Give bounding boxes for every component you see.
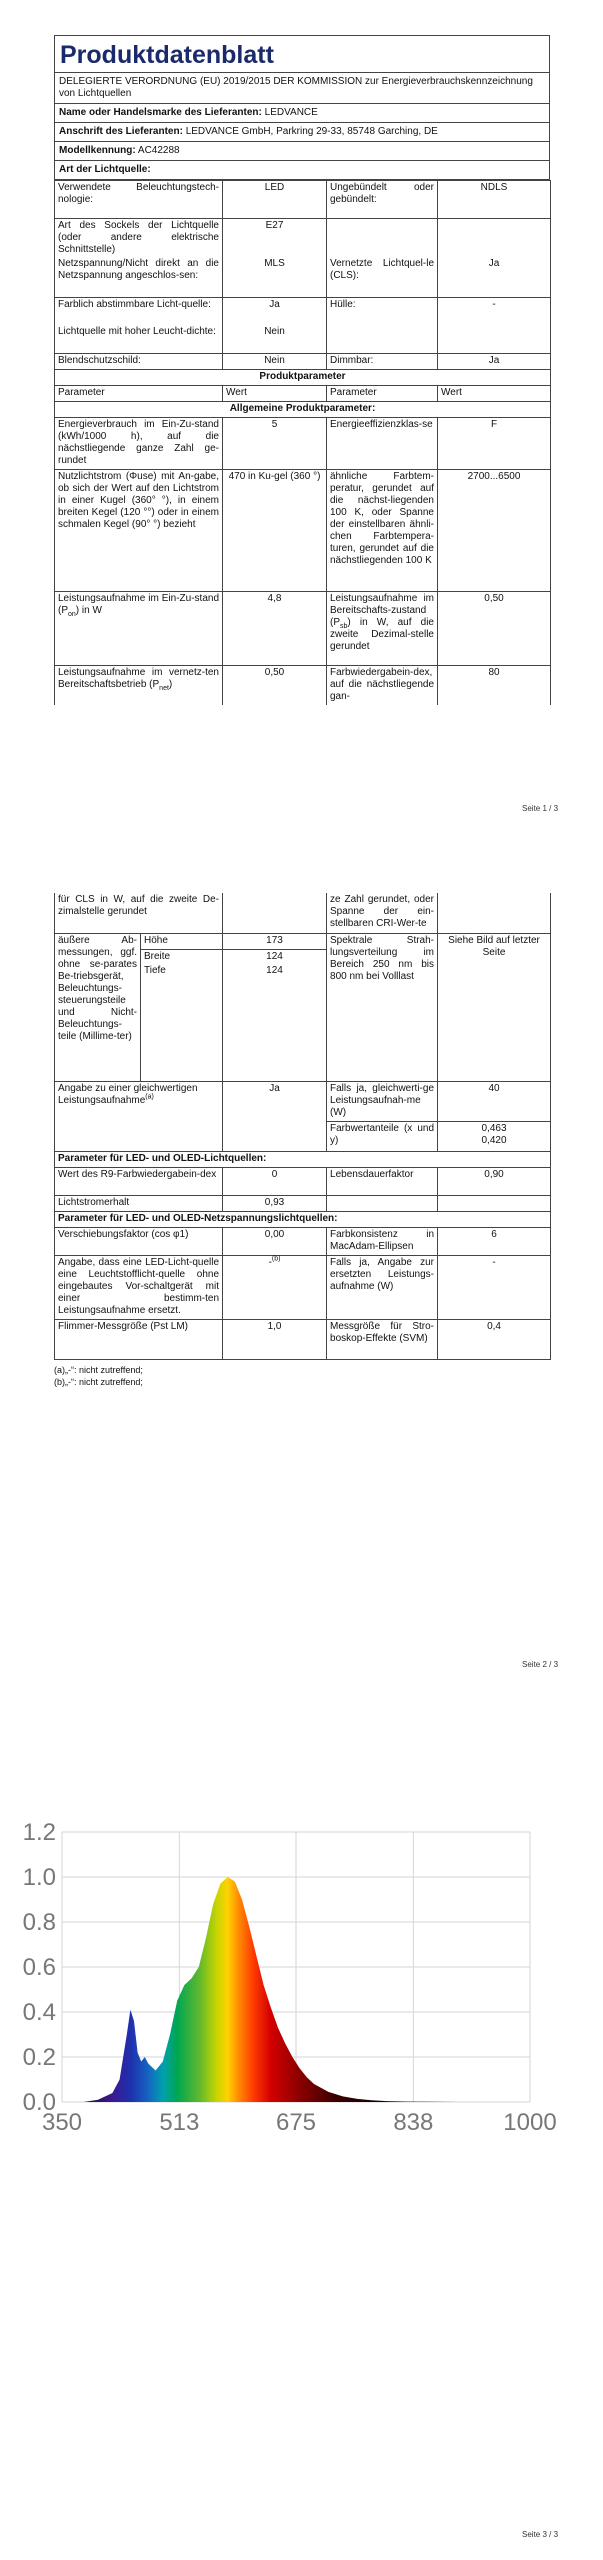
regulation-row xyxy=(54,72,550,104)
spectral-value: Siehe Bild auf letzter Seite xyxy=(438,933,551,1082)
type-label: Verwendete Beleuchtungstech-nologie: xyxy=(55,181,223,219)
replacement-label: Angabe, dass eine LED-Licht-quelle eine Leuchtstofflicht-quelle ohne eingebautes Vor-schaltgerät mit einer bestimm-ten Leistungsaufnahme ersetzt. xyxy=(55,1256,223,1320)
page-number: Seite 1 / 3 xyxy=(522,804,559,813)
regulation-text: DELEGIERTE VERORDNUNG (EU) 2019/2015 DER KOMMISSION zur Energieverbrauchskennzeichnung von Lichtquellen xyxy=(59,76,533,99)
x-tick-label: 1000 xyxy=(503,2109,557,2130)
type-label xyxy=(327,219,438,258)
footnote-a: (a)„-“: nicht zutreffend; xyxy=(54,1365,143,1375)
led-heading: Parameter für LED- und OLED-Lichtquellen: xyxy=(55,1152,551,1168)
address-row xyxy=(54,123,550,142)
param-label: Leistungsaufnahme im Ein-Zu-stand $(P_{on})$ in W xyxy=(55,591,223,665)
type-value xyxy=(438,219,551,258)
col-header-param: Parameter xyxy=(327,385,438,401)
power-factor-label: Verschiebungsfaktor (cos φ1) xyxy=(55,1228,223,1256)
stroboscopic-value: 0,4 xyxy=(438,1320,551,1360)
y-tick-label: 0.2 xyxy=(22,2044,56,2071)
y-tick-label: 0.8 xyxy=(22,1909,56,1936)
param-label: ähnliche Farbtem-peratur, gerundet auf die nächst-liegenden 100 K, oder Spanne der einstellbaren ähnli-chen Farbtempera-turen, gerundet auf die nächstliegenden 100 K xyxy=(327,469,438,591)
model-value: AC42288 xyxy=(137,145,180,156)
spectral-label: Spektrale Strah-lungsverteilung im Bereich 250 nm bis 800 nm bei Volllast xyxy=(327,933,438,1082)
type-value: Ja xyxy=(223,297,327,325)
equivalent-power-w-value: 40 xyxy=(438,1082,551,1122)
color-consistency-value: 6 xyxy=(438,1228,551,1256)
type-label: Netzspannung/Nicht direkt an die Netzspannung angeschlos-sen: xyxy=(55,257,223,297)
type-value: Nein xyxy=(223,325,327,353)
param-value xyxy=(438,893,551,933)
chromaticity-value: 0,463 0,420 xyxy=(438,1122,551,1152)
table-row xyxy=(55,325,551,353)
flicker-value: 1,0 xyxy=(223,1320,327,1360)
type-label xyxy=(327,325,438,353)
param-value: 470 in Ku-gel (360 °) xyxy=(223,469,327,591)
chromaticity-label: Farbwertanteile (x und y) xyxy=(327,1122,438,1152)
table-row xyxy=(55,385,551,401)
spectral-distribution-chart xyxy=(0,1810,603,2130)
replacement-power-label: Falls ja, Angabe zur ersetzten Leistungs-aufnahme (W) xyxy=(327,1256,438,1320)
stroboscopic-label: Messgröße für Stro-boskop-Effekte (SVM) xyxy=(327,1320,438,1360)
page-1 xyxy=(0,0,603,830)
x-tick-label: 513 xyxy=(159,2109,200,2130)
lumen-maintenance-label: Lichtstromerhalt xyxy=(55,1196,223,1212)
table-row xyxy=(55,1256,551,1320)
mains-heading: Parameter für LED- und OLED-Netzspannungslichtquellen: xyxy=(55,1212,551,1228)
dimension-value: 124 xyxy=(223,949,327,964)
dimensions-label: äußere Ab-messungen, ggf. ohne se-parates Be-triebsgerät, Beleuchtungs-steuerungsteile und Nicht-Beleuchtungs-teile (Millime-ter) xyxy=(55,933,141,1082)
type-value: NDLS xyxy=(438,181,551,219)
equivalent-power-w-label: Falls ja, gleichwerti-ge Leistungsaufnah-me (W) xyxy=(327,1082,438,1122)
param-label: Leistungsaufnahme im Bereitschafts-zustand $(P_{sb})$ in W, auf die zweite Dezimal-stelle gerundet xyxy=(327,591,438,665)
table-row xyxy=(55,369,551,385)
param-value: 5 xyxy=(223,417,327,469)
color-consistency-label: Farbkonsistenz in MacAdam-Ellipsen xyxy=(327,1228,438,1256)
table-row xyxy=(55,1122,551,1152)
r9-value: 0 xyxy=(223,1168,327,1196)
type-value: Ja xyxy=(438,257,551,297)
type-label: Lichtquelle mit hoher Leucht-dichte: xyxy=(55,325,223,353)
param-value: 0,50 xyxy=(223,665,327,705)
table-row xyxy=(55,1168,551,1196)
dimension-name: Tiefe xyxy=(141,964,223,1082)
document-title: Produktdatenblatt xyxy=(54,35,550,72)
supplier-row xyxy=(54,104,550,123)
model-label: Modellkennung: xyxy=(59,145,136,156)
empty-cell xyxy=(223,1122,327,1152)
param-value: 4,8 xyxy=(223,591,327,665)
y-tick-label: 1.2 xyxy=(22,1819,56,1846)
page-2 xyxy=(0,830,603,1690)
y-tick-label: 1.0 xyxy=(22,1864,56,1891)
empty-cell xyxy=(327,1196,438,1212)
product-datasheet-page-1 xyxy=(54,35,550,705)
lifetime-factor-label: Lebensdauerfaktor xyxy=(327,1168,438,1196)
table-row xyxy=(55,665,551,705)
power-factor-value: 0,00 xyxy=(223,1228,327,1256)
table-row xyxy=(55,353,551,369)
table-row xyxy=(55,1212,551,1228)
table-row xyxy=(55,401,551,417)
type-heading: Art der Lichtquelle: xyxy=(59,164,151,175)
table-row xyxy=(55,1196,551,1212)
dimension-name: Höhe xyxy=(141,933,223,949)
type-value xyxy=(438,325,551,353)
table-row xyxy=(55,1228,551,1256)
address-value: LEDVANCE GmbH, Parkring 29-33, 85748 Garching, DE xyxy=(185,126,438,137)
type-label: Art des Sockels der Lichtquelle (oder andere elektrische Schnittstelle) xyxy=(55,219,223,258)
param-value: 0,50 xyxy=(438,591,551,665)
type-label: Ungebündelt oder gebündelt: xyxy=(327,181,438,219)
table-row xyxy=(55,1320,551,1360)
param-value: 80 xyxy=(438,665,551,705)
col-header-param: Parameter xyxy=(55,385,223,401)
table-row xyxy=(55,257,551,297)
table-row xyxy=(55,297,551,325)
table-row xyxy=(55,417,551,469)
product-parameters-table-continued xyxy=(54,893,551,1360)
y-tick-label: 0.4 xyxy=(22,1999,56,2026)
footnote-b: (b)„-“: nicht zutreffend; xyxy=(54,1377,143,1387)
x-tick-label: 675 xyxy=(275,2109,317,2130)
empty-cell xyxy=(55,1122,223,1152)
equivalent-power-label: Angabe zu einer gleichwertigen Leistungsaufnahme$^{(a)}$ xyxy=(55,1082,223,1122)
type-value: E27 xyxy=(223,219,327,258)
param-label: Energieeffizienzklas-se xyxy=(327,417,438,469)
param-label: Nutzlichtstrom (Φuse) mit An-gabe, ob sich der Wert auf den Lichtstrom in einer Kugel (360° °), in einem breiten Kegel (120 °°) oder in einem schmalen Kegel (90° °) bezieht xyxy=(55,469,223,591)
table-row xyxy=(55,591,551,665)
type-value: Ja xyxy=(438,353,551,369)
lifetime-factor-value: 0,90 xyxy=(438,1168,551,1196)
x-tick-label: 350 xyxy=(41,2109,83,2130)
spectrum-area xyxy=(84,1877,458,2102)
param-value: F xyxy=(438,417,551,469)
supplier-label: Name oder Handelsmarke des Lieferanten: xyxy=(59,107,262,118)
type-value: - xyxy=(438,297,551,325)
dimension-value: 124 xyxy=(223,964,327,1082)
table-row xyxy=(55,469,551,591)
type-label: Hülle: xyxy=(327,297,438,325)
param-label: Farbwiedergabein-dex, auf die nächstliegende gan- xyxy=(327,665,438,705)
col-header-value: Wert xyxy=(438,385,551,401)
param-label: ze Zahl gerundet, oder Spanne der ein-stellbaren CRI-Wer-te xyxy=(327,893,438,933)
param-label: Leistungsaufnahme im vernetz-ten Bereitschaftsbetrieb $(P_{net})$ xyxy=(55,665,223,705)
page-number: Seite 3 / 3 xyxy=(522,2530,559,2539)
lumen-maintenance-value: 0,93 xyxy=(223,1196,327,1212)
replacement-value: -$^{(b)}$ xyxy=(223,1256,327,1320)
dimension-value: 173 xyxy=(223,933,327,949)
table-row xyxy=(55,893,551,933)
product-datasheet-page-2 xyxy=(54,893,550,1388)
dimension-name: Breite xyxy=(141,949,223,964)
param-label: Energieverbrauch im Ein-Zu-stand (kWh/1000 h), auf die nächstliegende ganze Zahl ge-rundet xyxy=(55,417,223,469)
param-label: für CLS in W, auf die zweite De-zimalstelle gerundet xyxy=(55,893,223,933)
y-tick-label: 0.0 xyxy=(22,2089,56,2116)
supplier-value: LEDVANCE xyxy=(264,107,318,118)
type-value: LED xyxy=(223,181,327,219)
equivalent-power-value: Ja xyxy=(223,1082,327,1122)
r9-label: Wert des R9-Farbwiedergabein-dex xyxy=(55,1168,223,1196)
empty-cell xyxy=(438,1196,551,1212)
address-label: Anschrift des Lieferanten: xyxy=(59,126,183,137)
table-row xyxy=(55,181,551,219)
params-heading: Produktparameter xyxy=(55,369,551,385)
param-value xyxy=(223,893,327,933)
table-row xyxy=(55,1082,551,1122)
page-number: Seite 2 / 3 xyxy=(522,1660,559,1669)
type-value: Nein xyxy=(223,353,327,369)
param-value: 2700...6500 xyxy=(438,469,551,591)
x-tick-label: 838 xyxy=(393,2109,434,2130)
type-label: Blendschutzschild: xyxy=(55,353,223,369)
col-header-value: Wert xyxy=(223,385,327,401)
page-3 xyxy=(0,1690,603,2560)
table-row xyxy=(55,219,551,258)
type-heading-row xyxy=(54,161,550,180)
type-label: Dimmbar: xyxy=(327,353,438,369)
type-label: Vernetzte Lichtquel-le (CLS): xyxy=(327,257,438,297)
model-row xyxy=(54,142,550,161)
table-row xyxy=(55,1152,551,1168)
type-value: MLS xyxy=(223,257,327,297)
replacement-power-value: - xyxy=(438,1256,551,1320)
y-tick-label: 0.6 xyxy=(22,1954,56,1981)
light-source-type-table xyxy=(54,180,551,705)
table-row xyxy=(55,933,551,949)
general-heading: Allgemeine Produktparameter: xyxy=(55,401,551,417)
flicker-label: Flimmer-Messgröße (Pst LM) xyxy=(55,1320,223,1360)
type-label: Farblich abstimmbare Licht-quelle: xyxy=(55,297,223,325)
